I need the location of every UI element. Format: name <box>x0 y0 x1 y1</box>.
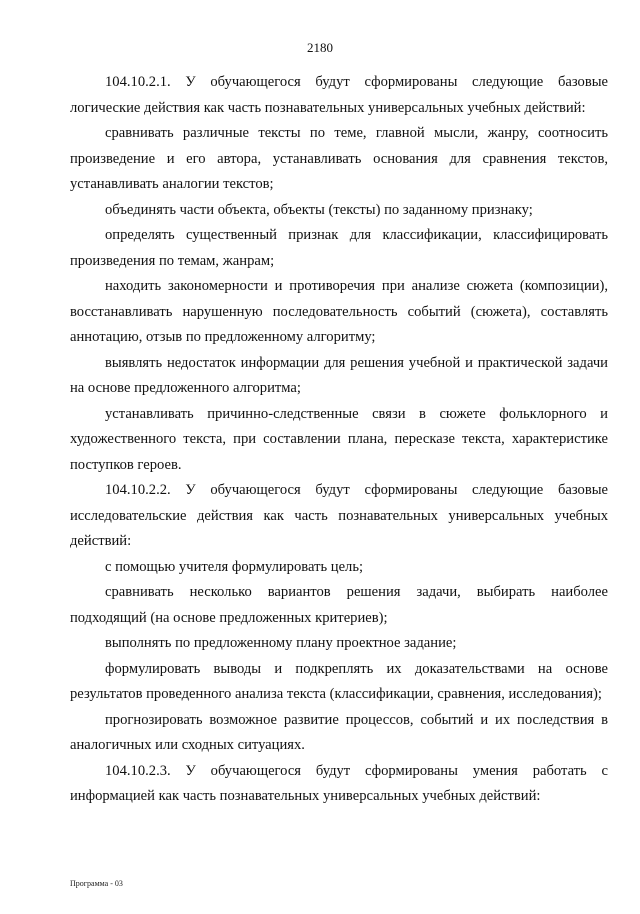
paragraph-item: формулировать выводы и подкреплять их доказательствами на основе результатов проведенного анализа текста (классификации, сравнения, исследования); <box>70 660 608 702</box>
paragraph-item: устанавливать причинно-следственные связи в сюжете фольклорного и художественного текста, при составлении плана, пересказе текста, характеристике поступков героев. <box>70 405 608 473</box>
paragraph-item: прогнозировать возможное развитие процессов, событий и их последствия в аналогичных или сходных ситуациях. <box>70 711 608 753</box>
paragraph-item: с помощью учителя формулировать цель; <box>105 558 364 575</box>
paragraph-item: выполнять по предложенному плану проектное задание; <box>105 635 457 651</box>
page-number: 2180 <box>307 40 333 55</box>
paragraph-section-104-10-2-3: 104.10.2.3. У обучающегося будут сформированы умения работать с информацией как часть познавательных универсальных учебных действий: <box>70 762 608 804</box>
paragraph-item: определять существенный признак для классификации, классифицировать произведения по темам, жанрам; <box>70 227 608 269</box>
document-body <box>70 70 608 810</box>
paragraph-section-104-10-2-2: 104.10.2.2. У обучающегося будут сформированы следующие базовые исследовательские действия как часть познавательных универсальных учебных действий: <box>70 482 608 549</box>
paragraph-item: находить закономерности и противоречия при анализе сюжета (композиции), восстанавливать нарушенную последовательность событий (сюжета), составлять аннотацию, отзыв по предложенному алгоритму; <box>70 278 608 345</box>
paragraph-section-104-10-2-1: 104.10.2.1. У обучающегося будут сформированы следующие базовые логические действия как часть познавательных универсальных учебных действий: <box>70 74 608 116</box>
paragraph-item: сравнивать различные тексты по теме, главной мысли, жанру, соотносить произведение и его автора, устанавливать основания для сравнения текстов, устанавливать аналогии текстов; <box>70 125 608 192</box>
paragraph-item: объединять части объекта, объекты (тексты) по заданному признаку; <box>105 201 533 218</box>
footer-program-label: Программа - 03 <box>70 879 123 888</box>
paragraph-item: сравнивать несколько вариантов решения задачи, выбирать наиболее подходящий (на основе предложенных критериев); <box>70 584 608 626</box>
paragraph-item: выявлять недостаток информации для решения учебной и практической задачи на основе предложенного алгоритма; <box>70 354 608 396</box>
